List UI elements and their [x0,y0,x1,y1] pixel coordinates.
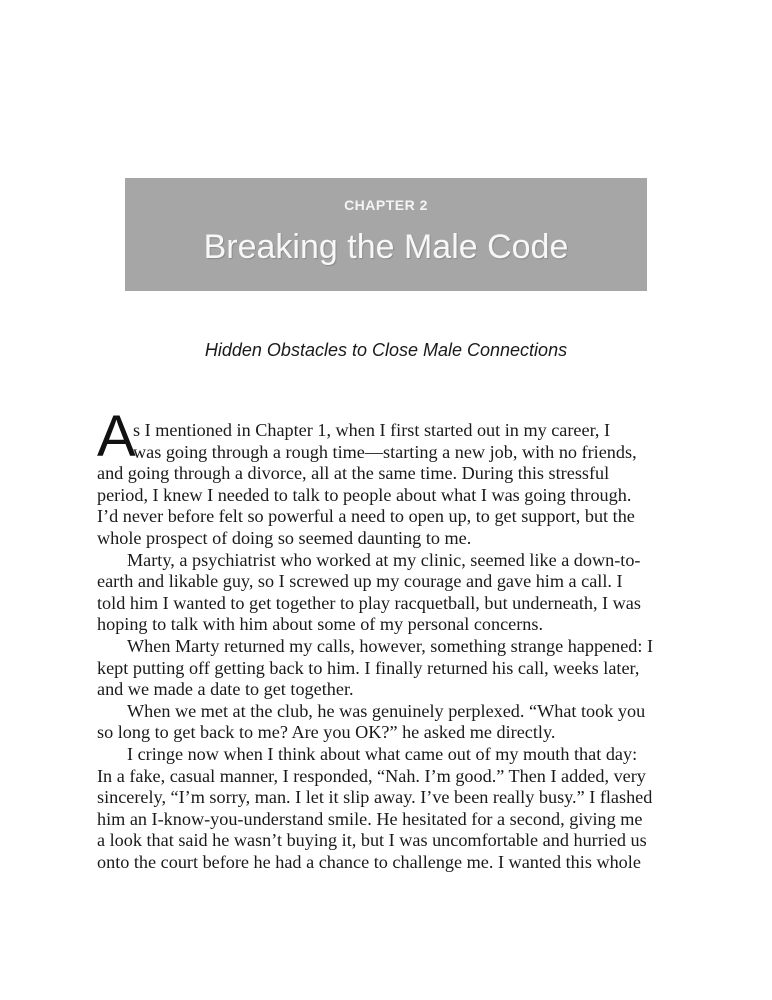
chapter-subtitle: Hidden Obstacles to Close Male Connections [204,340,568,360]
text-line: When we met at the club, he was genuinely perplexed. “What took you [127,700,646,721]
paragraph-3 [97,636,677,701]
text-line: him an I-know-you-understand smile. He hesitated for a second, giving me [97,808,643,829]
chapter-label: CHAPTER 2 [344,197,428,213]
text-line: In a fake, casual manner, I responded, “Nah. I’m good.” Then I added, very [97,765,646,786]
drop-cap: A [97,404,136,469]
chapter-title: Breaking the Male Code [203,228,569,266]
paragraph-1 [97,404,677,550]
text-line: and we made a date to get together. [97,679,354,700]
text-line: whole prospect of doing so seemed daunting to me. [97,527,472,548]
text-line: told him I wanted to get together to play racquetball, but underneath, I was [97,592,641,613]
text-line: a look that said he wasn’t buying it, but I was uncomfortable and hurried us [97,830,647,851]
paragraph-5 [97,744,677,874]
text-line: period, I knew I needed to talk to people about what I was going through. [97,484,632,505]
text-line: and going through a divorce, all at the same time. During this stressful [97,463,610,484]
text-line: was going through a rough time—starting a new job, with no friends, [133,441,637,462]
text-line: sincerely, “I’m sorry, man. I let it slip away. I’ve been really busy.” I flashed [97,787,653,808]
body-text [97,404,677,873]
text-line: I cringe now when I think about what came out of my mouth that day: [127,743,638,764]
text-line: hoping to talk with him about some of my personal concerns. [97,614,544,635]
chapter-banner [125,178,647,291]
paragraph-2 [97,550,677,636]
text-line: s I mentioned in Chapter 1, when I first started out in my career, I [133,420,611,440]
paragraph-4 [97,701,677,744]
text-line: Marty, a psychiatrist who worked at my clinic, seemed like a down-to- [127,549,641,570]
text-line: I’d never before felt so powerful a need to open up, to get support, but the [97,506,635,527]
text-line: kept putting off getting back to him. I finally returned his call, weeks later, [97,657,640,678]
text-line: earth and likable guy, so I screwed up my courage and gave him a call. I [97,571,623,592]
text-line: onto the court before he had a chance to challenge me. I wanted this whole [97,851,641,872]
text-line: so long to get back to me? Are you OK?” he asked me directly. [97,722,556,743]
text-line: When Marty returned my calls, however, something strange happened: I [127,635,654,656]
